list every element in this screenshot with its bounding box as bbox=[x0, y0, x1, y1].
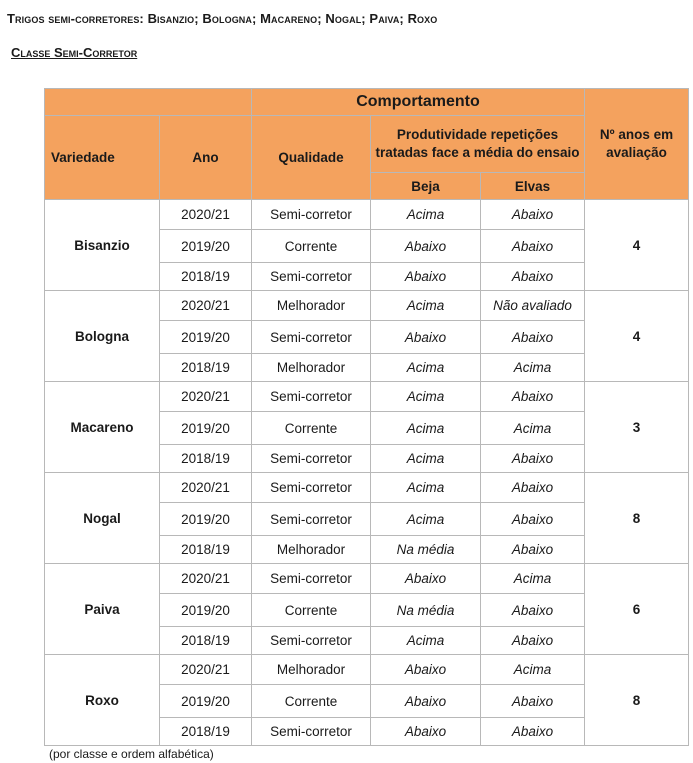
cell-elvas: Abaixo bbox=[481, 473, 585, 503]
header-beja: Beja bbox=[371, 173, 481, 200]
cell-elvas: Acima bbox=[481, 354, 585, 382]
cell-qualidade: Semi-corretor bbox=[252, 382, 371, 412]
table-row bbox=[45, 473, 689, 503]
varieties-table bbox=[44, 88, 689, 746]
cell-beja: Acima bbox=[371, 382, 481, 412]
cell-qualidade: Melhorador bbox=[252, 291, 371, 321]
cell-anos-avaliacao: 6 bbox=[585, 564, 689, 655]
cell-qualidade: Corrente bbox=[252, 230, 371, 263]
cell-elvas: Acima bbox=[481, 564, 585, 594]
cell-beja: Acima bbox=[371, 291, 481, 321]
cell-qualidade: Semi-corretor bbox=[252, 564, 371, 594]
cell-elvas: Abaixo bbox=[481, 536, 585, 564]
header-anos-avaliacao: Nº anos em avaliação bbox=[585, 89, 689, 200]
cell-elvas: Abaixo bbox=[481, 627, 585, 655]
cell-ano: 2018/19 bbox=[160, 536, 252, 564]
table-row bbox=[45, 291, 689, 321]
cell-qualidade: Corrente bbox=[252, 412, 371, 445]
cell-qualidade: Melhorador bbox=[252, 655, 371, 685]
cell-anos-avaliacao: 4 bbox=[585, 291, 689, 382]
cell-ano: 2018/19 bbox=[160, 354, 252, 382]
cell-elvas: Abaixo bbox=[481, 321, 585, 354]
variety-name: Paiva bbox=[45, 564, 160, 655]
cell-ano: 2018/19 bbox=[160, 627, 252, 655]
cell-elvas: Abaixo bbox=[481, 263, 585, 291]
cell-qualidade: Semi-corretor bbox=[252, 473, 371, 503]
cell-qualidade: Corrente bbox=[252, 594, 371, 627]
table-row bbox=[45, 200, 689, 230]
cell-beja: Acima bbox=[371, 354, 481, 382]
cell-qualidade: Semi-corretor bbox=[252, 445, 371, 473]
cell-elvas: Abaixo bbox=[481, 718, 585, 746]
table-row bbox=[45, 655, 689, 685]
cell-ano: 2020/21 bbox=[160, 382, 252, 412]
table-row bbox=[45, 382, 689, 412]
cell-beja: Acima bbox=[371, 503, 481, 536]
cell-elvas: Abaixo bbox=[481, 230, 585, 263]
cell-qualidade: Semi-corretor bbox=[252, 263, 371, 291]
cell-qualidade: Semi-corretor bbox=[252, 503, 371, 536]
cell-ano: 2019/20 bbox=[160, 412, 252, 445]
cell-ano: 2018/19 bbox=[160, 718, 252, 746]
variety-name: Roxo bbox=[45, 655, 160, 746]
cell-beja: Acima bbox=[371, 473, 481, 503]
header-produtividade: Produtividade repetições tratadas face a média do ensaio bbox=[371, 116, 585, 173]
cell-ano: 2020/21 bbox=[160, 564, 252, 594]
cell-anos-avaliacao: 3 bbox=[585, 382, 689, 473]
cell-beja: Abaixo bbox=[371, 263, 481, 291]
cell-qualidade: Melhorador bbox=[252, 536, 371, 564]
cell-elvas: Acima bbox=[481, 655, 585, 685]
cell-ano: 2018/19 bbox=[160, 445, 252, 473]
variety-name: Bologna bbox=[45, 291, 160, 382]
cell-ano: 2019/20 bbox=[160, 594, 252, 627]
cell-ano: 2019/20 bbox=[160, 685, 252, 718]
cell-ano: 2020/21 bbox=[160, 200, 252, 230]
cell-qualidade: Semi-corretor bbox=[252, 718, 371, 746]
cell-qualidade: Corrente bbox=[252, 685, 371, 718]
cell-elvas: Abaixo bbox=[481, 685, 585, 718]
class-subtitle: Classe Semi-Corretor bbox=[11, 45, 138, 60]
cell-elvas: Não avaliado bbox=[481, 291, 585, 321]
table-row bbox=[45, 564, 689, 594]
cell-elvas: Abaixo bbox=[481, 503, 585, 536]
cell-beja: Abaixo bbox=[371, 564, 481, 594]
cell-ano: 2019/20 bbox=[160, 230, 252, 263]
header-ano: Ano bbox=[160, 116, 252, 200]
header-elvas: Elvas bbox=[481, 173, 585, 200]
header-blank-cell bbox=[45, 89, 252, 116]
cell-qualidade: Semi-corretor bbox=[252, 200, 371, 230]
variety-name: Nogal bbox=[45, 473, 160, 564]
cell-elvas: Abaixo bbox=[481, 594, 585, 627]
variety-name: Macareno bbox=[45, 382, 160, 473]
header-qualidade: Qualidade bbox=[252, 116, 371, 200]
cell-beja: Na média bbox=[371, 536, 481, 564]
cell-ano: 2020/21 bbox=[160, 655, 252, 685]
variety-name: Bisanzio bbox=[45, 200, 160, 291]
cell-beja: Acima bbox=[371, 412, 481, 445]
footnote: (por classe e ordem alfabética) bbox=[49, 747, 214, 761]
cell-beja: Abaixo bbox=[371, 321, 481, 354]
cell-anos-avaliacao: 4 bbox=[585, 200, 689, 291]
cell-qualidade: Melhorador bbox=[252, 354, 371, 382]
cell-beja: Abaixo bbox=[371, 718, 481, 746]
cell-beja: Acima bbox=[371, 627, 481, 655]
cell-beja: Acima bbox=[371, 200, 481, 230]
cell-elvas: Abaixo bbox=[481, 200, 585, 230]
cell-beja: Abaixo bbox=[371, 230, 481, 263]
cell-elvas: Abaixo bbox=[481, 445, 585, 473]
cell-ano: 2018/19 bbox=[160, 263, 252, 291]
cell-anos-avaliacao: 8 bbox=[585, 473, 689, 564]
table-header bbox=[45, 89, 689, 200]
cell-ano: 2019/20 bbox=[160, 321, 252, 354]
cell-beja: Abaixo bbox=[371, 655, 481, 685]
cell-beja: Na média bbox=[371, 594, 481, 627]
cell-elvas: Acima bbox=[481, 412, 585, 445]
header-comportamento: Comportamento bbox=[252, 89, 585, 116]
cell-beja: Acima bbox=[371, 445, 481, 473]
cell-qualidade: Semi-corretor bbox=[252, 627, 371, 655]
cell-qualidade: Semi-corretor bbox=[252, 321, 371, 354]
header-variedade: Variedade bbox=[45, 116, 160, 200]
table-body bbox=[45, 200, 689, 746]
cell-anos-avaliacao: 8 bbox=[585, 655, 689, 746]
cell-elvas: Abaixo bbox=[481, 382, 585, 412]
cell-beja: Abaixo bbox=[371, 685, 481, 718]
cell-ano: 2020/21 bbox=[160, 291, 252, 321]
document-title: Trigos semi-corretores: Bisanzio; Bologna; Macareno; Nogal; Paiva; Roxo bbox=[7, 11, 438, 26]
cell-ano: 2019/20 bbox=[160, 503, 252, 536]
cell-ano: 2020/21 bbox=[160, 473, 252, 503]
